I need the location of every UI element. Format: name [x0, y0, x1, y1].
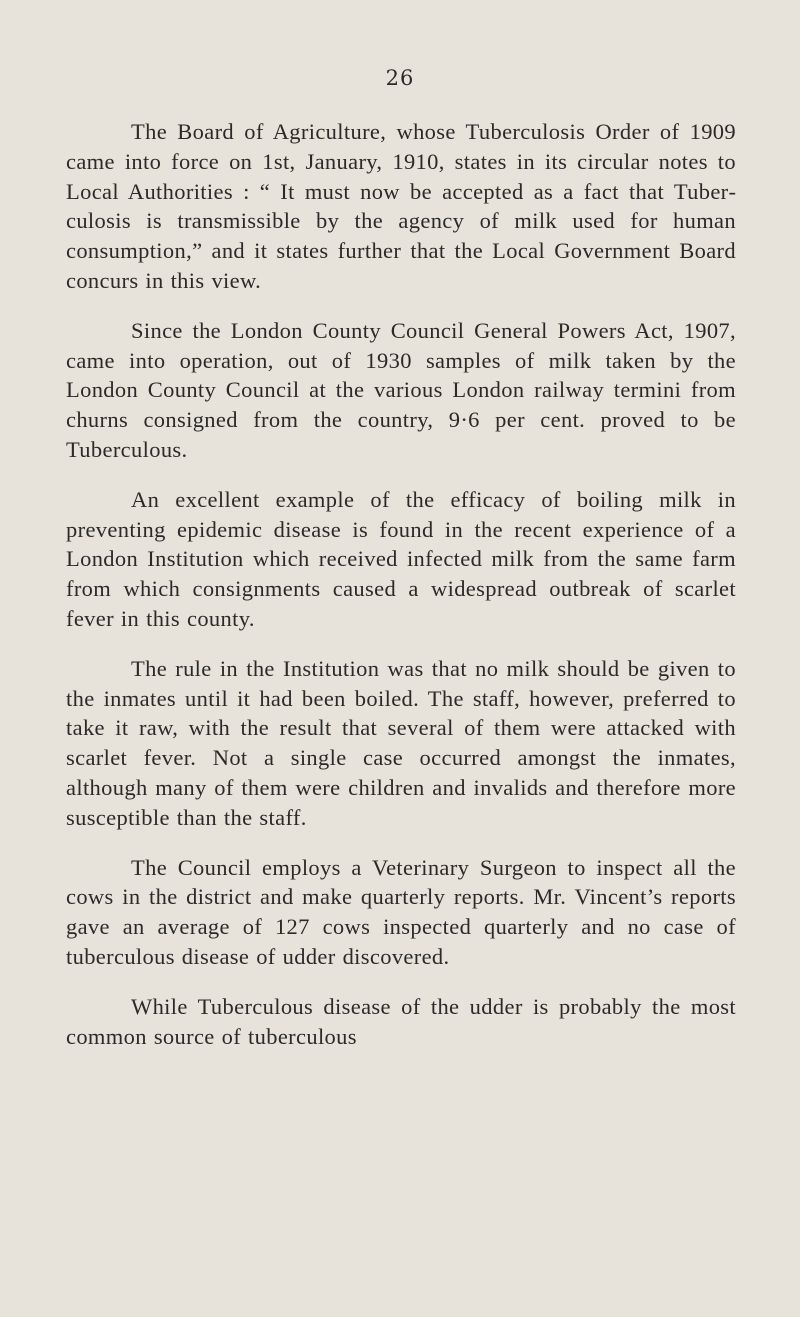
- page-number: 26: [385, 66, 415, 90]
- body-text: [66, 117, 736, 1051]
- paragraph-udder-disease: While Tuberculous disease of the udder is probably the most common source of tuberculous: [66, 993, 736, 1049]
- paragraph-london-county-council: Since the London County Council General Powers Act, 1907, came into operation, out of 1930 samples of milk taken by the London County Council at the various London railway termini from churns consigned from the country, 9·6 per cent. proved to be Tuberculous.: [66, 317, 736, 462]
- paragraph-tuberculosis-order: The Board of Agriculture, whose Tuberculosis Order of 1909 came into force on 1st, January, 1910, states in its circular notes to Local Authorities : “ It must now be accepted as a fact that Tuberculosis is transmissible by the agency of milk used for human consumption,” and it states further that the Local Government Board concurs in this view.: [66, 119, 736, 293]
- paragraph-veterinary-surgeon: The Council employs a Veterinary Surgeon to inspect all the cows in the district and make quarterly reports. Mr. Vincent’s reports gave an average of 127 cows inspected quarterly and no case of tuberculous disease of udder discovered.: [66, 854, 736, 969]
- paragraph-institution-rule: The rule in the Institution was that no milk should be given to the inmates until it had been boiled. The staff, however, preferred to take it raw, with the result that several of them were attacked with scarlet fever. Not a single case occurred amongst the inmates, although many of them were children and invalids and therefore more susceptible than the staff.: [66, 655, 736, 830]
- paragraph-boiling-milk-example: An excellent example of the efficacy of boiling milk in preventing epidemic disease is found in the recent experience of a London Institution which received infected milk from the same farm from which consignments caused a widespread outbreak of scarlet fever in this county.: [66, 486, 736, 631]
